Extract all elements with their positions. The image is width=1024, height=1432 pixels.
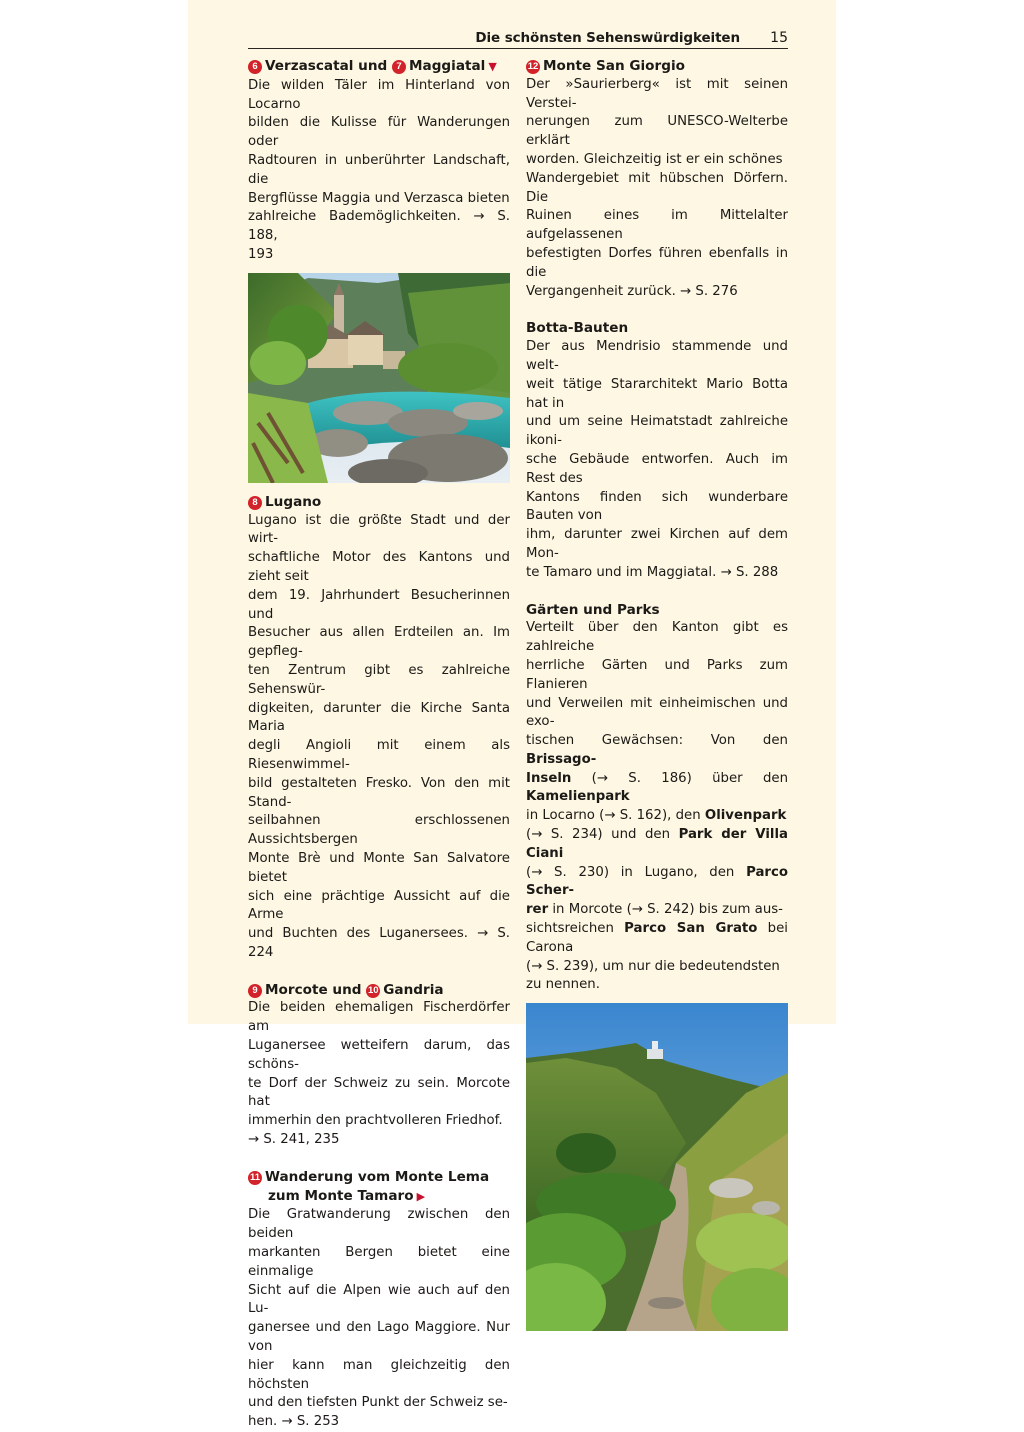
text-line: Sicht auf die Alpen wie auch auf den Lu- <box>248 1282 510 1317</box>
text-line: Der aus Mendrisio stammende und welt- <box>526 339 788 373</box>
text-line: degli Angioli mit einem als Riesenwimmel- <box>248 738 510 772</box>
text-line: → S. 241, 235 <box>248 1132 340 1148</box>
heading-verzascatal-maggiatal: 6 Verzascatal und 7 Maggiatal ▼ <box>248 57 510 77</box>
triangle-down-icon: ▼ <box>488 60 497 73</box>
text-line: bilden die Kulisse für Wanderungen oder <box>248 115 510 150</box>
text-line: seilbahnen erschlossenen Aussichtsbergen <box>248 813 510 848</box>
number-badge: 10 <box>367 984 379 996</box>
text-line: Vergangenheit zurück. → S. 276 <box>526 283 738 299</box>
text-line: ten Zentrum gibt es zahlreiche Sehenswür- <box>248 662 510 697</box>
text-verzascatal <box>248 77 510 265</box>
text-line: Die wilden Täler im Hinterland von Locarno <box>248 77 510 112</box>
text-line: te Tamaro und im Maggiatal. → S. 288 <box>526 564 779 580</box>
text-line: schaftliche Motor des Kantons und zieht seit <box>248 550 510 584</box>
text-lugano <box>248 512 510 963</box>
text-line: sich eine prächtige Aussicht auf die Arme <box>248 888 510 923</box>
heading-wanderung: 11 Wanderung vom Monte Lema <box>249 1168 490 1185</box>
right-column <box>526 57 788 1331</box>
heading-wanderung-line2: zum Monte Tamaro ▶ <box>268 1187 426 1204</box>
text-monte-san-giorgio <box>526 76 788 302</box>
photo-monte-tamaro-trail <box>526 1003 788 1331</box>
text-line: 193 <box>248 246 274 262</box>
text-line: Der »Saurierberg« ist mit seinen Verstei- <box>526 76 788 111</box>
heading-botta-bauten: Botta-Bauten <box>526 320 629 337</box>
text-line: und Buchten des Luganersees. → S. 224 <box>248 926 510 960</box>
text-line: Kantons finden sich wunderbare Bauten von <box>526 489 788 524</box>
text-line: digkeiten, darunter die Kirche Santa Maria <box>248 700 510 735</box>
text-line: bild gestalteten Fresko. Von den mit Stand- <box>248 775 510 810</box>
text-line: hen. → S. 253 <box>248 1414 340 1430</box>
text-line: Besucher aus allen Erdteilen an. Im gepfleg- <box>248 625 510 660</box>
header-title: Die schönsten Sehenswürdigkeiten <box>475 30 740 46</box>
text-line: weit tätige Stararchitekt Mario Botta hat in <box>526 376 788 411</box>
text-line: Radtouren in unberührter Landschaft, die <box>248 152 510 187</box>
page-number: 15 <box>770 30 788 46</box>
text-line: Luganersee wetteifern darum, das schöns- <box>248 1038 510 1072</box>
text-line: hier kann man gleichzeitig den höchsten <box>248 1357 510 1392</box>
text-botta-bauten <box>526 338 788 582</box>
text-line: Monte Brè und Monte San Salvatore bietet <box>248 850 510 885</box>
text-line: Ruinen eines im Mittelalter aufgelassenen <box>526 208 788 243</box>
text-line: nerungen zum UNESCO-Welterbe erklärt <box>526 114 788 149</box>
triangle-right-icon: ▶ <box>416 1189 426 1203</box>
text-line: markanten Bergen bietet eine einmalige <box>248 1245 510 1279</box>
heading-gaerten-parks: Gärten und Parks <box>526 601 660 618</box>
heading-morcote-gandria: 9 Morcote und 10 Gandria <box>248 981 510 1000</box>
text-line: und den tiefsten Punkt der Schweiz se- <box>248 1395 508 1411</box>
number-badge: 12 <box>527 61 539 72</box>
text-wanderung <box>248 1206 510 1432</box>
number-badge: 7 <box>392 60 406 74</box>
text-line: ganersee und den Lago Maggiore. Nur von <box>248 1320 510 1355</box>
text-gaerten-parks: Verteilt über den Kanton gibt es zahlreiche herrliche Gärten und Parks zum Flanieren und Verweilen mit einheimischen und exo- tischen Gewächsen: Von den Brissago- Inseln (→ S. 186) über den Kamelienpark in Locarno (→ S. 162), den Olivenpark (→ S. 234) und den Park der Villa Ciani (→ S. 230) in Lugano, den Parco Scher- rer in Morcote (→ S. 242) bis zum aus- sichtsreichen Parco San Grato bei Carona (→ S. 239), um nur die bedeutendsten zu nennen. <box>526 620 788 993</box>
text-line: Die beiden ehemaligen Fischerdörfer am <box>248 1000 510 1035</box>
number-badge: 8 <box>248 496 262 510</box>
heading-lugano: 8 Lugano <box>248 493 510 512</box>
text-line: ihm, darunter zwei Kirchen auf dem Mon- <box>526 527 788 561</box>
number-badge: 6 <box>248 60 262 74</box>
text-line: und um seine Heimatstadt zahlreiche ikoni- <box>526 414 788 449</box>
text-line: Bergflüsse Maggia und Verzasca bieten <box>248 190 510 206</box>
text-line: sche Gebäude entworfen. Auch im Rest des <box>526 451 788 486</box>
text-line: befestigten Dorfes führen ebenfalls in die <box>526 245 788 280</box>
running-header <box>248 30 788 49</box>
text-line: Die Gratwanderung zwischen den beiden <box>248 1207 510 1242</box>
photo-verzascatal <box>248 273 510 483</box>
number-badge: 9 <box>248 984 262 998</box>
heading-monte-san-giorgio: 12 Monte San Giorgio <box>527 58 685 74</box>
text-line: zahlreiche Bademöglichkeiten. → S. 188, <box>248 209 510 244</box>
number-badge: 11 <box>249 1171 261 1183</box>
text-line: Wandergebiet mit hübschen Dörfern. Die <box>526 170 788 205</box>
text-line: te Dorf der Schweiz zu sein. Morcote hat <box>248 1075 510 1110</box>
text-line: dem 19. Jahrhundert Besucherinnen und <box>248 587 510 622</box>
text-line: Lugano ist die größte Stadt und der wirt- <box>248 512 510 547</box>
left-column <box>248 57 510 1432</box>
text-line: immerhin den prachtvolleren Friedhof. <box>248 1113 503 1129</box>
text-morcote <box>248 999 510 1149</box>
text-line: worden. Gleichzeitig ist er ein schönes <box>526 151 783 167</box>
